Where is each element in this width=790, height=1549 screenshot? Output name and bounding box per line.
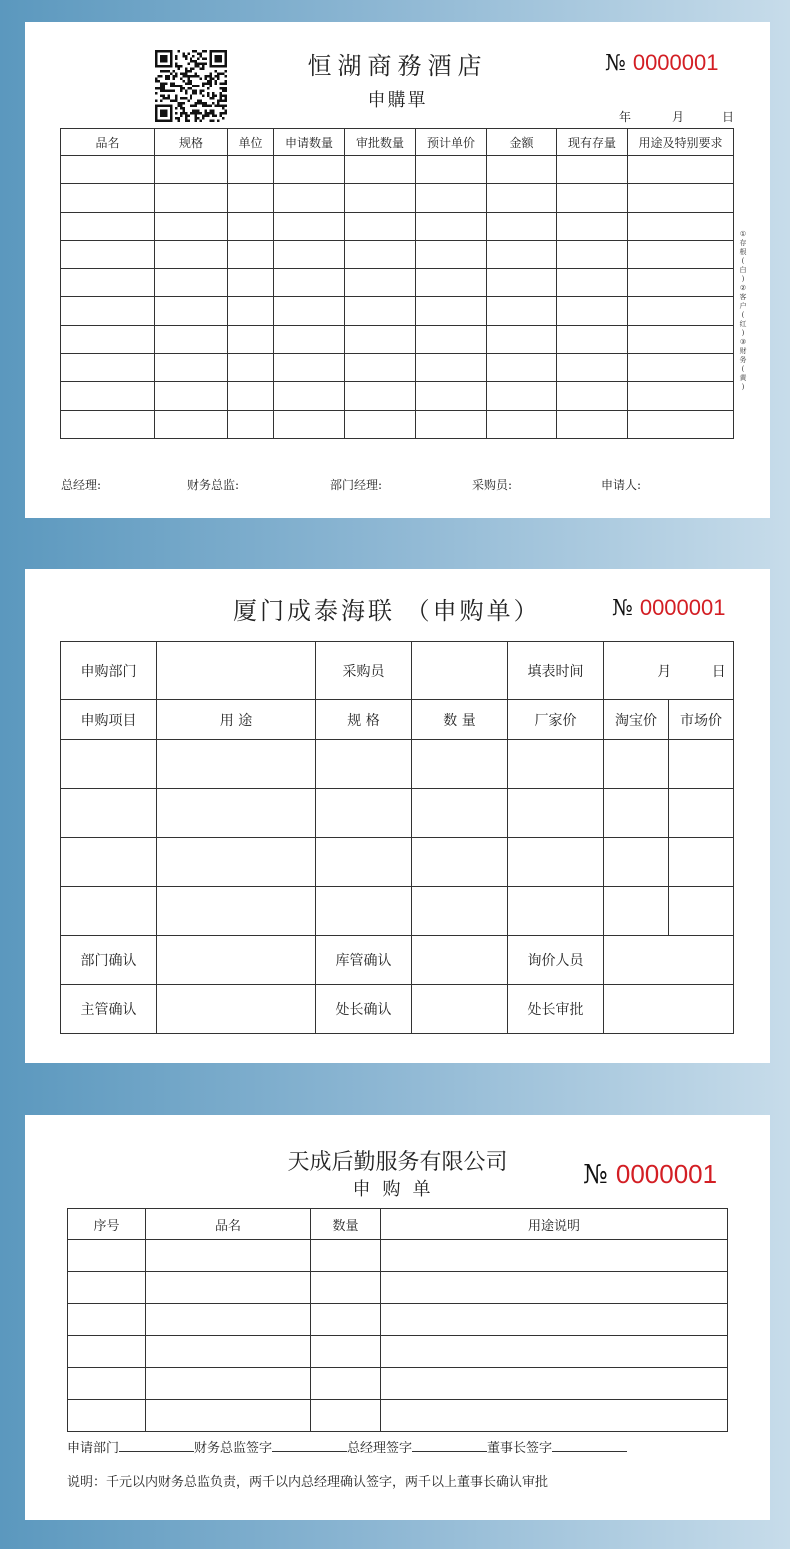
table-cell <box>68 1240 146 1272</box>
dept-label: 申购部门 <box>61 642 157 700</box>
table-row <box>68 1368 728 1400</box>
table-cell <box>412 740 508 789</box>
table-cell <box>68 1272 146 1304</box>
table-header <box>61 129 734 156</box>
table-cell <box>316 838 412 887</box>
table-cell <box>628 354 734 382</box>
table-cell <box>155 212 228 240</box>
confirm-row <box>61 936 734 985</box>
table-cell <box>557 269 628 297</box>
table-cell <box>311 1240 381 1272</box>
finance-sign-label: 财务总监签字 <box>194 1441 273 1456</box>
table-cell <box>416 325 487 353</box>
table-cell <box>146 1368 311 1400</box>
table-cell <box>155 354 228 382</box>
chairman-sign-label: 董事长签字 <box>487 1441 553 1456</box>
table-cell <box>228 184 274 212</box>
table-cell <box>68 1336 146 1368</box>
table-cell <box>557 382 628 410</box>
table-cell <box>487 382 557 410</box>
table-cell <box>487 269 557 297</box>
col-index: 序号 <box>68 1209 146 1240</box>
form-subtitle: 申購單 <box>367 90 428 111</box>
table-cell <box>345 410 416 438</box>
table-cell <box>487 156 557 184</box>
inquiry-label: 询价人员 <box>508 936 604 985</box>
table-cell <box>669 887 734 936</box>
table-row <box>61 297 734 325</box>
table-header <box>61 700 734 740</box>
table-cell <box>61 297 155 325</box>
table-cell <box>61 212 155 240</box>
supervisor-confirm-label: 主管确认 <box>61 985 157 1034</box>
table-cell <box>412 838 508 887</box>
apply-dept-blank <box>119 1439 194 1452</box>
table-row <box>61 325 734 353</box>
company-title: 天成后勤服务有限公司 <box>287 1150 508 1175</box>
table-cell <box>274 212 345 240</box>
table-row <box>61 156 734 184</box>
director-confirm-value <box>412 985 508 1034</box>
signature-line <box>67 1437 627 1456</box>
buyer-value <box>412 642 508 700</box>
table-cell <box>345 297 416 325</box>
table-cell <box>228 325 274 353</box>
table-cell <box>228 354 274 382</box>
table-cell <box>345 184 416 212</box>
col-purpose: 用 途 <box>157 700 316 740</box>
approval-note: 说明：千元以内财务总监负责，两千以内总经理确认签字，两千以上董事长确认审批 <box>67 1475 549 1490</box>
col-unit: 单位 <box>228 129 274 156</box>
table-cell <box>487 212 557 240</box>
table-cell <box>345 382 416 410</box>
col-est-price: 预计单价 <box>416 129 487 156</box>
table-cell <box>604 740 669 789</box>
table-cell <box>628 269 734 297</box>
table-cell <box>61 325 155 353</box>
col-item: 申购项目 <box>61 700 157 740</box>
table-cell <box>274 156 345 184</box>
month-label: 月 <box>657 663 672 680</box>
table-cell <box>155 240 228 268</box>
table-cell <box>416 297 487 325</box>
col-taobao-price: 淘宝价 <box>604 700 669 740</box>
table-cell <box>508 887 604 936</box>
table-cell <box>228 240 274 268</box>
table-cell <box>381 1336 728 1368</box>
table-cell <box>155 156 228 184</box>
table-cell <box>61 740 157 789</box>
number-sign: № <box>605 51 626 76</box>
table-cell <box>416 184 487 212</box>
table-cell <box>157 740 316 789</box>
table-cell <box>487 297 557 325</box>
table-row <box>68 1400 728 1432</box>
table-cell <box>345 325 416 353</box>
col-name: 品名 <box>61 129 155 156</box>
table-cell <box>628 410 734 438</box>
buyer-label: 采购员 <box>316 642 412 700</box>
dept-confirm-value <box>157 936 316 985</box>
table-cell <box>61 789 157 838</box>
table-cell <box>311 1400 381 1432</box>
warehouse-confirm-value <box>412 936 508 985</box>
table-cell <box>274 354 345 382</box>
serial-number <box>583 1159 717 1190</box>
col-qty: 数 量 <box>412 700 508 740</box>
table-cell <box>508 838 604 887</box>
table-cell <box>412 887 508 936</box>
table-cell <box>628 297 734 325</box>
table-cell <box>311 1336 381 1368</box>
table-cell <box>416 269 487 297</box>
col-stock: 现有存量 <box>557 129 628 156</box>
table-cell <box>311 1304 381 1336</box>
table-cell <box>68 1400 146 1432</box>
table-cell <box>61 240 155 268</box>
col-qty: 数量 <box>311 1209 381 1240</box>
table-cell <box>416 240 487 268</box>
table-cell <box>508 789 604 838</box>
fill-time-value <box>604 642 734 700</box>
table-cell <box>155 297 228 325</box>
table-cell <box>557 297 628 325</box>
table-row <box>68 1272 728 1304</box>
table-cell <box>557 184 628 212</box>
number-sign: № <box>583 1160 608 1190</box>
serial-value: 0000001 <box>639 595 726 620</box>
table-row <box>61 887 734 936</box>
dept-value <box>157 642 316 700</box>
table-cell <box>487 410 557 438</box>
director-approve-value <box>604 985 734 1034</box>
table-cell <box>604 789 669 838</box>
table-cell <box>381 1304 728 1336</box>
purchase-form-tiancheng <box>25 1115 770 1520</box>
table-cell <box>228 382 274 410</box>
table-body <box>61 740 734 936</box>
table-cell <box>628 325 734 353</box>
sig-general-manager: 总经理: <box>61 478 102 492</box>
table-body <box>61 156 734 439</box>
table-cell <box>381 1368 728 1400</box>
hotel-title: 恒湖商務酒店 <box>307 52 488 80</box>
company-title: 厦门成泰海联 （申购单） <box>233 597 541 625</box>
table-cell <box>61 354 155 382</box>
date-month: 月 <box>672 110 685 124</box>
table-cell <box>155 382 228 410</box>
table-row <box>61 789 734 838</box>
table-cell <box>311 1368 381 1400</box>
table-row <box>61 240 734 268</box>
day-label: 日 <box>711 663 726 680</box>
date-day: 日 <box>722 110 735 124</box>
serial-value: 0000001 <box>615 1159 718 1189</box>
table-cell <box>68 1304 146 1336</box>
table-cell <box>416 354 487 382</box>
table-cell <box>487 184 557 212</box>
director-approve-label: 处长审批 <box>508 985 604 1034</box>
date-year: 年 <box>619 110 632 124</box>
purchase-form-hotel <box>25 22 770 518</box>
table-row <box>68 1336 728 1368</box>
table-cell <box>274 184 345 212</box>
col-spec: 规 格 <box>316 700 412 740</box>
table-cell <box>628 240 734 268</box>
table-cell <box>68 1368 146 1400</box>
table-row <box>61 184 734 212</box>
table-cell <box>557 156 628 184</box>
table-cell <box>155 184 228 212</box>
sig-applicant: 申请人: <box>601 478 642 492</box>
table-cell <box>557 240 628 268</box>
table-cell <box>487 240 557 268</box>
table-cell <box>345 354 416 382</box>
info-row <box>61 642 734 700</box>
table-body <box>68 1240 728 1432</box>
table-cell <box>381 1272 728 1304</box>
table-cell <box>557 354 628 382</box>
table-cell <box>157 838 316 887</box>
fill-time-label: 填表时间 <box>508 642 604 700</box>
table-cell <box>274 410 345 438</box>
table-cell <box>157 789 316 838</box>
form-subtitle: 申购单 <box>352 1179 443 1200</box>
table-cell <box>669 740 734 789</box>
table-cell <box>628 156 734 184</box>
table-cell <box>146 1304 311 1336</box>
table-row <box>61 269 734 297</box>
table-cell <box>61 269 155 297</box>
table-cell <box>274 382 345 410</box>
approval-row <box>61 985 734 1034</box>
table-cell <box>604 887 669 936</box>
table-cell <box>604 838 669 887</box>
dept-confirm-label: 部门确认 <box>61 936 157 985</box>
table-row <box>68 1304 728 1336</box>
table-cell <box>316 789 412 838</box>
table-row <box>61 354 734 382</box>
table-cell <box>669 789 734 838</box>
table-cell <box>274 297 345 325</box>
purchase-form-xiamen <box>25 569 770 1063</box>
warehouse-confirm-label: 库管确认 <box>316 936 412 985</box>
director-confirm-label: 处长确认 <box>316 985 412 1034</box>
table-cell <box>416 382 487 410</box>
table-cell <box>311 1272 381 1304</box>
table-cell <box>316 887 412 936</box>
table-cell <box>316 740 412 789</box>
table-row <box>61 212 734 240</box>
table-cell <box>669 838 734 887</box>
table-cell <box>146 1336 311 1368</box>
number-sign: № <box>612 596 633 621</box>
table-cell <box>61 887 157 936</box>
table-cell <box>381 1400 728 1432</box>
table-cell <box>557 410 628 438</box>
table-cell <box>628 212 734 240</box>
items-table <box>67 1208 728 1432</box>
table-cell <box>416 410 487 438</box>
serial-value: 0000001 <box>632 50 719 75</box>
table-cell <box>61 838 157 887</box>
table-cell <box>146 1400 311 1432</box>
table-cell <box>345 212 416 240</box>
table-cell <box>557 212 628 240</box>
table-row <box>68 1240 728 1272</box>
sig-buyer: 采购员: <box>472 478 513 492</box>
table-header <box>68 1209 728 1240</box>
table-cell <box>155 410 228 438</box>
col-amount: 金额 <box>487 129 557 156</box>
table-cell <box>416 212 487 240</box>
sig-finance-director: 财务总监: <box>187 478 240 492</box>
table-cell <box>61 410 155 438</box>
table-cell <box>274 325 345 353</box>
col-approved-qty: 审批数量 <box>345 129 416 156</box>
table-row <box>61 410 734 438</box>
table-cell <box>487 325 557 353</box>
items-table <box>60 128 734 439</box>
serial-number <box>605 50 718 76</box>
col-market-price: 市场价 <box>669 700 734 740</box>
col-purpose: 用途及特别要求 <box>628 129 734 156</box>
table-cell <box>157 887 316 936</box>
copy-color-note: ① 存 根 ( 白 ) ② 客 户 ( 红 ) ③ 财 务 ( 黄 ) <box>739 230 747 391</box>
chairman-sign-blank <box>552 1439 627 1452</box>
table-cell <box>228 269 274 297</box>
gm-sign-label: 总经理签字 <box>347 1441 413 1456</box>
table-cell <box>274 269 345 297</box>
sig-dept-manager: 部门经理: <box>330 478 383 492</box>
finance-sign-blank <box>272 1439 347 1452</box>
table-cell <box>345 156 416 184</box>
table-cell <box>381 1240 728 1272</box>
col-request-qty: 申请数量 <box>274 129 345 156</box>
table-cell <box>228 410 274 438</box>
table-row <box>61 382 734 410</box>
table-cell <box>274 240 345 268</box>
table-cell <box>228 156 274 184</box>
table-cell <box>61 156 155 184</box>
inquiry-value <box>604 936 734 985</box>
table-cell <box>146 1272 311 1304</box>
supervisor-confirm-value <box>157 985 316 1034</box>
col-spec: 规格 <box>155 129 228 156</box>
table-cell <box>61 184 155 212</box>
table-row <box>61 838 734 887</box>
table-cell <box>412 789 508 838</box>
gm-sign-blank <box>412 1439 487 1452</box>
col-factory-price: 厂家价 <box>508 700 604 740</box>
table-cell <box>155 269 228 297</box>
table-cell <box>228 297 274 325</box>
table-cell <box>146 1240 311 1272</box>
table-row <box>61 740 734 789</box>
table-cell <box>416 156 487 184</box>
col-name: 品名 <box>146 1209 311 1240</box>
request-table <box>60 641 734 1034</box>
apply-dept-label: 申请部门 <box>67 1441 120 1456</box>
col-purpose: 用途说明 <box>381 1209 728 1240</box>
table-cell <box>228 212 274 240</box>
table-cell <box>557 325 628 353</box>
table-cell <box>61 382 155 410</box>
table-cell <box>345 269 416 297</box>
table-cell <box>628 382 734 410</box>
table-cell <box>155 325 228 353</box>
serial-number <box>612 595 725 621</box>
table-cell <box>487 354 557 382</box>
table-cell <box>508 740 604 789</box>
table-cell <box>628 184 734 212</box>
table-cell <box>345 240 416 268</box>
